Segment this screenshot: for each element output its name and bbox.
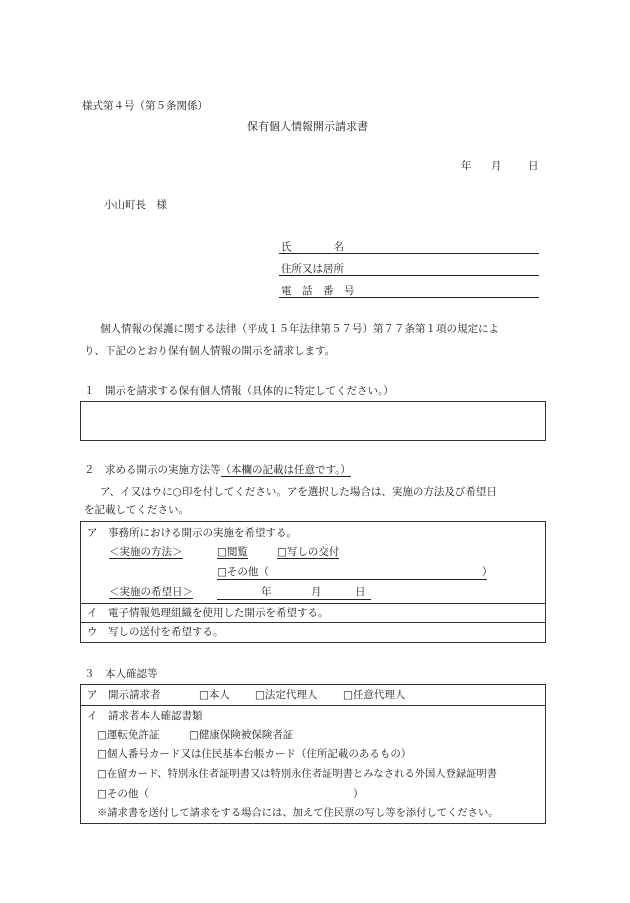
option-a[interactable]: ア 事務所における開示の実施を希望する。 bbox=[87, 527, 297, 539]
date-year: 年 bbox=[461, 160, 472, 172]
section-2-box bbox=[80, 521, 546, 643]
method-label: ＜実施の方法＞ bbox=[109, 546, 183, 558]
row-divider bbox=[81, 622, 545, 623]
section-2-instruction-1: ア、イ又はウに○印を付してください。アを選択した場合は、実施の方法及び希望日 bbox=[100, 486, 497, 498]
method-other-close: ） bbox=[482, 566, 493, 578]
document-title: 保有個人情報開示請求書 bbox=[247, 120, 368, 133]
requester-self-checkbox[interactable]: □本人 bbox=[199, 689, 230, 701]
section-1-content bbox=[81, 402, 545, 414]
section-2-heading bbox=[84, 465, 351, 476]
requester-row-label: ア 開示請求者 bbox=[87, 689, 161, 701]
address-field[interactable] bbox=[279, 275, 539, 276]
docs-label: イ 請求者本人確認書類 bbox=[87, 710, 203, 722]
row-divider bbox=[81, 603, 545, 604]
method-view-checkbox[interactable]: □閲覧 bbox=[217, 546, 248, 558]
doc-license-checkbox[interactable]: □運転免許証 bbox=[97, 729, 160, 741]
method-copy-checkbox[interactable]: □写しの交付 bbox=[277, 546, 340, 558]
requester-voluntary-checkbox[interactable]: □任意代理人 bbox=[343, 689, 406, 701]
section-2-heading-text: ２ 求める開示の実施方法等 bbox=[84, 464, 221, 476]
phone-label: 電 話 番 号 bbox=[281, 285, 355, 297]
hope-year: 年 bbox=[261, 586, 272, 598]
section-1-heading: １ 開示を請求する保有個人情報（具体的に特定してください。） bbox=[84, 385, 394, 397]
addressee: 小山町長 様 bbox=[104, 199, 167, 211]
option-u[interactable]: ウ 写しの送付を希望する。 bbox=[87, 626, 224, 638]
residence-note: ※請求書を送付して請求をする場合には、加えて住民票の写し等を添付してください。 bbox=[97, 807, 499, 819]
method-other-checkbox[interactable]: □その他（ bbox=[217, 566, 269, 578]
option-i[interactable]: イ 電子情報処理組織を使用した開示を希望する。 bbox=[87, 607, 329, 619]
hope-date-label: ＜実施の希望日＞ bbox=[109, 586, 193, 598]
phone-field[interactable] bbox=[279, 297, 539, 298]
section-1-box[interactable] bbox=[80, 401, 546, 441]
doc-other-checkbox[interactable]: □その他（ bbox=[97, 788, 149, 800]
date-day: 日 bbox=[528, 160, 539, 172]
doc-mynumber-checkbox[interactable]: □個人番号カード又は住民基本台帳カード（住所記載のあるもの） bbox=[97, 748, 412, 760]
section-3-box bbox=[80, 684, 546, 824]
section-2-heading-note: （本欄の記載は任意です。） bbox=[220, 464, 351, 476]
form-number: 様式第４号（第５条関係） bbox=[82, 100, 208, 112]
doc-insurance-checkbox[interactable]: □健康保険被保険者証 bbox=[189, 729, 294, 741]
doc-residence-checkbox[interactable]: □在留カード、特別永住者証明書又は特別永住者証明書とみなされる外国人登録証明書 bbox=[97, 768, 498, 780]
section-3-heading: ３ 本人確認等 bbox=[84, 668, 158, 680]
section-2-instruction-2: を記載してください。 bbox=[84, 504, 189, 516]
hope-month: 月 bbox=[311, 586, 322, 598]
hope-day: 日 bbox=[355, 586, 366, 598]
hope-date-underline[interactable] bbox=[217, 599, 371, 600]
intro-line-2: り、下記のとおり保有個人情報の開示を請求します。 bbox=[84, 345, 336, 357]
date-month: 月 bbox=[491, 160, 502, 172]
name-label: 氏 名 bbox=[281, 241, 344, 253]
address-label: 住所又は居所 bbox=[281, 263, 344, 275]
name-field[interactable] bbox=[279, 253, 539, 254]
method-other-field[interactable] bbox=[217, 579, 487, 580]
requester-legal-checkbox[interactable]: □法定代理人 bbox=[255, 689, 318, 701]
row-divider bbox=[81, 705, 545, 706]
intro-line-1: 個人情報の保護に関する法律（平成１５年法律第５７号）第７７条第１項の規定によ bbox=[100, 323, 499, 335]
doc-other-close: ） bbox=[353, 788, 364, 800]
